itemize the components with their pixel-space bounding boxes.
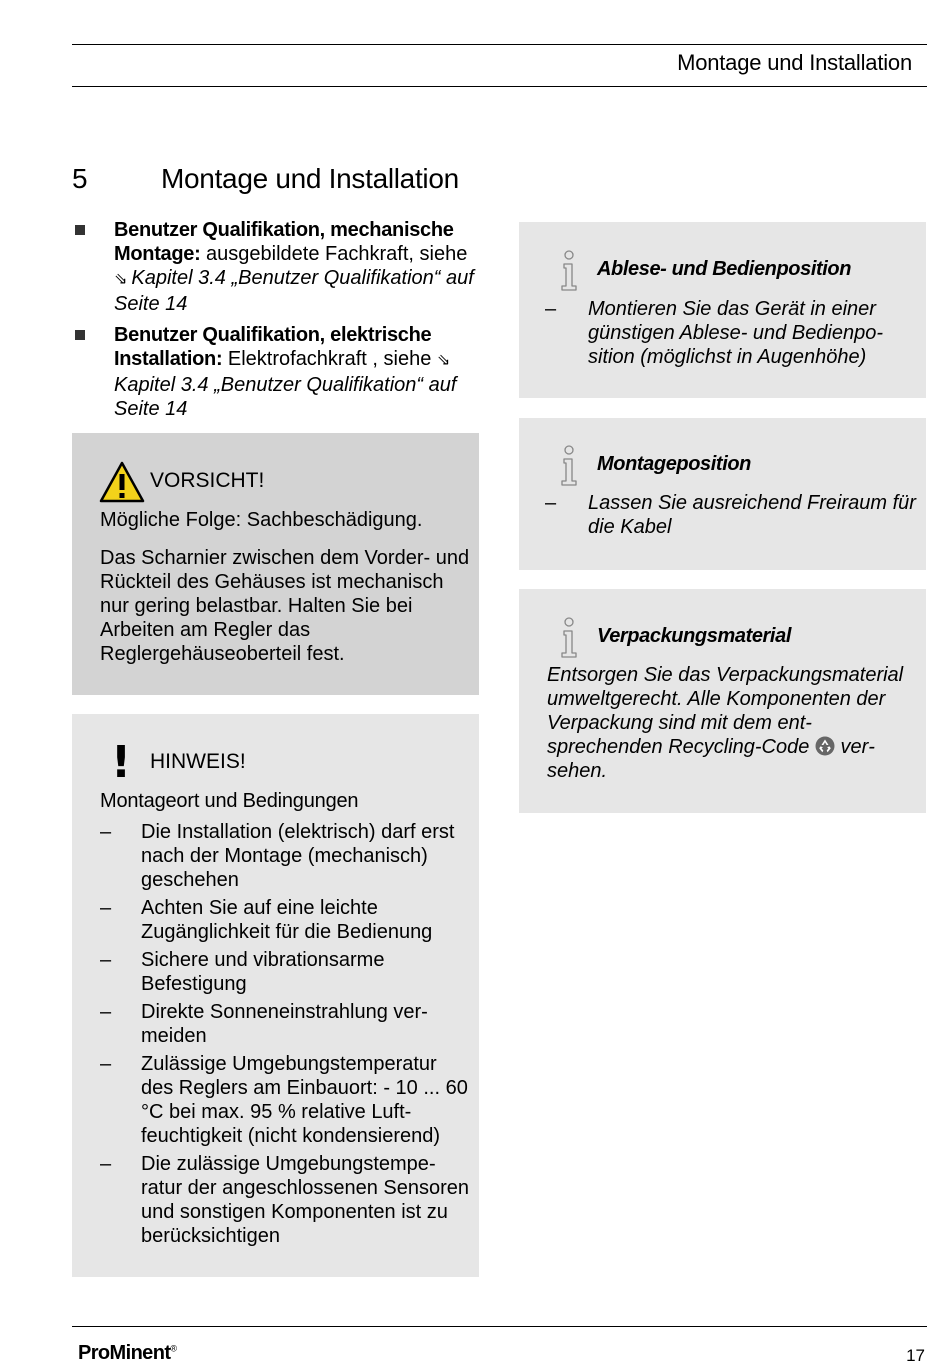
info-list: [545, 491, 917, 543]
chapter-number: 5: [72, 163, 88, 194]
caution-signal-word: VORSICHT!: [150, 469, 265, 492]
info-icon: [557, 445, 581, 487]
info-list: [545, 297, 917, 373]
list-item-text: Montieren Sie das Gerät in einer günstigen Ablese- und Bedienposition (möglichst in Augenhöhe): [588, 298, 884, 368]
list-item-text: Direkte Sonneneinstrahlung vermeiden: [141, 1001, 428, 1047]
list-item: – Lassen Sie ausreichend Freiraum für die Kabel: [545, 492, 916, 538]
list-item-text: Achten Sie auf eine leichte Zugänglichkeit für die Bedienung: [141, 897, 433, 943]
notice-heading: Montageort und Bedingungen: [100, 790, 359, 812]
chapter-link[interactable]: [114, 267, 474, 315]
info-icon: [557, 250, 581, 292]
info-title: Montageposition: [597, 453, 751, 475]
info-text-part: Entsorgen Sie das Verpackungsmaterial umweltgerecht. Alle Komponenten der Verpackung sind mit dem entsprechenden Recycling-Code: [547, 664, 904, 758]
info-box-mounting-position: [519, 418, 926, 570]
qualification-label: Benutzer Qualifikation, mechanische Montage:: [114, 219, 454, 265]
qualification-label: Benutzer Qualifikation, elektrische Installation:: [114, 324, 432, 370]
qualification-text: ausgebildete Fachkraft, siehe: [200, 243, 468, 265]
list-item: – Die Installation (elektrisch) darf erst nach der Montage (mechanisch) geschehen: [100, 821, 455, 891]
link-arrow-icon: ⇘: [114, 271, 128, 288]
list-item: – Montieren Sie das Gerät in einer günstigen Ablese- und Bedienposition (möglichst in Augenhöhe): [545, 298, 884, 368]
list-item-text: Die Installation (elektrisch) darf erst nach der Montage (mechanisch) geschehen: [141, 821, 455, 891]
list-item: [72, 323, 477, 421]
logo-registered-mark: ®: [170, 1343, 177, 1354]
caution-text: Das Scharnier zwischen dem Vorder- und Rückteil des Gehäuses ist mechanisch nur gering belastbar. Halten Sie bei Arbeiten am Regler das Reglergehäuseoberteil fest.: [100, 547, 470, 665]
caution-consequence: Mögliche Folge: Sachbeschädigung.: [100, 509, 423, 531]
list-item: – Die zulässige Umgebungstemperatur der angeschlossenen Sensoren und sonstigen Komponenten ist zu berücksichtigen: [100, 1153, 469, 1247]
notice-signal-word: HINWEIS!: [150, 750, 246, 773]
footer-rule: [72, 1326, 927, 1327]
list-item-text: Lassen Sie ausreichend Freiraum für die Kabel: [588, 492, 916, 538]
list-item: – Direkte Sonneneinstrahlung vermeiden: [100, 1001, 428, 1047]
prominent-logo: [78, 1342, 176, 1365]
chapter-link-label[interactable]: Kapitel 3.4 „Benutzer Qualifikation“ auf Seite 14: [114, 374, 457, 420]
list-item-text: Zulässige Umgebungstemperatur des Reglers am Einbauort: - 10 ... 60 °C bei max. 95 % relative Luftfeuchtigkeit (nicht kondensierend): [141, 1053, 468, 1147]
logo-part: Pro: [78, 1342, 110, 1364]
recycle-icon: [815, 736, 835, 756]
list-item: [72, 218, 477, 316]
warning-triangle-icon: [99, 461, 145, 503]
header-top-rule: [72, 44, 927, 45]
info-title: Verpackungsmaterial: [597, 625, 791, 647]
list-item: – Zulässige Umgebungstemperatur des Reglers am Einbauort: - 10 ... 60 °C bei max. 95 % relative Luftfeuchtigkeit (nicht kondensierend): [100, 1053, 468, 1147]
info-icon: [557, 617, 581, 659]
info-text-part: versehen.: [547, 736, 875, 782]
list-item-text: Sichere und vibrationsarme Befestigung: [141, 949, 385, 995]
qualification-text: Elektrofachkraft , siehe: [222, 348, 437, 370]
logo-part: Minent: [109, 1342, 171, 1364]
running-header: Montage und Installation: [677, 50, 912, 75]
info-box-packaging: [519, 589, 926, 813]
info-title: Ablese- und Bedienposition: [597, 258, 852, 280]
notice-list: [100, 820, 470, 1252]
exclamation-icon: !: [110, 737, 132, 788]
chapter-link-label[interactable]: Kapitel 3.4 „Benutzer Qualifikation“ auf Seite 14: [114, 267, 474, 315]
chapter-title: Montage und Installation: [161, 163, 459, 194]
list-item-text: Die zulässige Umgebungstemperatur der angeschlossenen Sensoren und sonstigen Komponenten ist zu berücksichtigen: [141, 1153, 469, 1247]
qualification-list: [72, 218, 477, 428]
header-bottom-rule: [72, 86, 927, 87]
info-box-reading-position: [519, 222, 926, 398]
info-text: [547, 663, 917, 783]
page-number: 17: [906, 1346, 925, 1365]
list-item: – Sichere und vibrationsarme Befestigung: [100, 949, 385, 995]
link-arrow-icon: ⇘: [436, 352, 451, 369]
caution-box: [72, 433, 479, 695]
list-item: – Achten Sie auf eine leichte Zugänglichkeit für die Bedienung: [100, 897, 433, 943]
square-bullet-icon: [75, 225, 85, 235]
notice-box: [72, 714, 479, 1277]
square-bullet-icon: [75, 330, 85, 340]
